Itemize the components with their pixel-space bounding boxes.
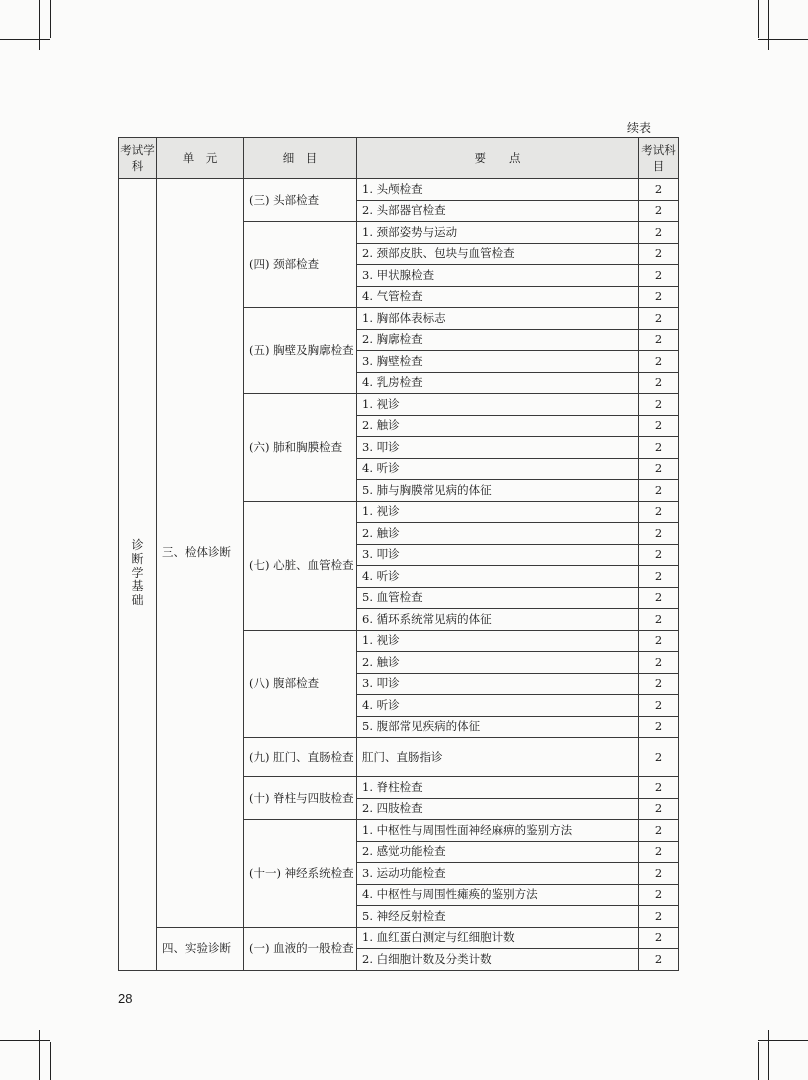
point-cell: 3. 运动功能检查 [357,863,639,885]
point-cell: 4. 听诊 [357,695,639,717]
point-cell: 3. 胸壁检查 [357,351,639,373]
point-cell: 4. 中枢性与周围性瘫痪的鉴别方法 [357,884,639,906]
crop-mark [39,0,40,50]
exam-subject-cell: 2 [639,437,679,459]
item-cell: (五) 胸壁及胸廓检查 [244,308,357,394]
point-cell: 5. 神经反射检查 [357,906,639,928]
exam-subject-cell: 2 [639,884,679,906]
exam-subject-cell: 2 [639,308,679,330]
point-cell: 2. 触诊 [357,523,639,545]
exam-subject-cell: 2 [639,372,679,394]
point-cell: 1. 头颅检查 [357,179,639,201]
point-cell: 2. 胸廓检查 [357,329,639,351]
point-cell: 4. 乳房检查 [357,372,639,394]
point-cell: 1. 视诊 [357,394,639,416]
exam-subject-cell: 2 [639,949,679,971]
crop-mark [768,1030,769,1080]
point-cell: 5. 肺与胸膜常见病的体征 [357,480,639,502]
exam-subject-cell: 2 [639,630,679,652]
item-cell: (四) 颈部检查 [244,222,357,308]
point-cell: 2. 四肢检查 [357,798,639,820]
point-cell: 2. 触诊 [357,652,639,674]
continued-label: 续表 [627,121,652,135]
unit-cell: 四、实验诊断 [157,927,244,970]
point-cell: 6. 循环系统常见病的体征 [357,609,639,631]
point-cell: 2. 颈部皮肤、包块与血管检查 [357,243,639,265]
exam-subject-cell: 2 [639,738,679,777]
crop-mark [0,39,50,40]
exam-subject-cell: 2 [639,286,679,308]
exam-subject-cell: 2 [639,777,679,799]
crop-mark [768,0,769,50]
exam-subject-cell: 2 [639,544,679,566]
item-cell: (六) 肺和胸膜检查 [244,394,357,502]
item-cell: (七) 心脏、血管检查 [244,501,357,630]
item-cell: (三) 头部检查 [244,179,357,222]
exam-subject-cell: 2 [639,863,679,885]
table-row [119,179,679,201]
point-cell: 5. 血管检查 [357,587,639,609]
crop-mark [39,1030,40,1080]
crop-mark [758,39,808,40]
exam-subject-cell: 2 [639,501,679,523]
point-cell: 4. 气管检查 [357,286,639,308]
point-cell: 2. 感觉功能检查 [357,841,639,863]
item-cell: (八) 腹部检查 [244,630,357,738]
exam-subject-cell: 2 [639,243,679,265]
point-cell: 3. 叩诊 [357,673,639,695]
crop-mark [758,1040,808,1041]
exam-subject-cell: 2 [639,716,679,738]
point-cell: 肛门、直肠指诊 [357,738,639,777]
header-subject: 考试学科 [119,138,157,179]
point-cell: 1. 视诊 [357,501,639,523]
exam-subject-cell: 2 [639,841,679,863]
exam-subject-cell: 2 [639,906,679,928]
crop-mark [0,1040,50,1041]
item-cell: (十一) 神经系统检查 [244,820,357,928]
crop-mark [50,1042,51,1080]
exam-subject-cell: 2 [639,695,679,717]
exam-subject-cell: 2 [639,652,679,674]
header-exam: 考试科目 [639,138,679,179]
exam-subject-cell: 2 [639,927,679,949]
point-cell: 1. 中枢性与周围性面神经麻痹的鉴别方法 [357,820,639,842]
unit-cell: 三、检体诊断 [157,179,244,928]
point-cell: 3. 叩诊 [357,544,639,566]
point-cell: 1. 视诊 [357,630,639,652]
exam-subject-cell: 2 [639,587,679,609]
header-points: 要 点 [357,138,639,179]
point-cell: 3. 甲状腺检查 [357,265,639,287]
page-number: 28 [118,991,133,1006]
point-cell: 2. 触诊 [357,415,639,437]
crop-mark [758,0,759,38]
exam-subject-cell: 2 [639,820,679,842]
exam-subject-cell: 2 [639,480,679,502]
point-cell: 4. 听诊 [357,458,639,480]
point-cell: 1. 颈部姿势与运动 [357,222,639,244]
exam-subject-cell: 2 [639,222,679,244]
item-cell: (九) 肛门、直肠检查 [244,738,357,777]
point-cell: 4. 听诊 [357,566,639,588]
subject-cell [119,179,157,971]
exam-subject-cell: 2 [639,329,679,351]
exam-subject-cell: 2 [639,523,679,545]
exam-subject-cell: 2 [639,609,679,631]
exam-subject-cell: 2 [639,265,679,287]
exam-subject-cell: 2 [639,566,679,588]
exam-subject-cell: 2 [639,458,679,480]
header-unit: 单 元 [157,138,244,179]
header-row [119,138,679,179]
crop-mark [758,1042,759,1080]
point-cell: 5. 腹部常见疾病的体征 [357,716,639,738]
header-item: 细 目 [244,138,357,179]
exam-subject-cell: 2 [639,673,679,695]
crop-mark [50,0,51,38]
item-cell: (一) 血液的一般检查 [244,927,357,970]
exam-subject-cell: 2 [639,798,679,820]
point-cell: 3. 叩诊 [357,437,639,459]
point-cell: 2. 白细胞计数及分类计数 [357,949,639,971]
table-row [119,927,679,949]
exam-subject-cell: 2 [639,415,679,437]
point-cell: 1. 胸部体表标志 [357,308,639,330]
exam-subject-cell: 2 [639,200,679,222]
point-cell: 1. 血红蛋白测定与红细胞计数 [357,927,639,949]
point-cell: 2. 头部器官检查 [357,200,639,222]
exam-subject-cell: 2 [639,394,679,416]
syllabus-table [118,137,679,971]
subject-label: 诊断学基础 [131,537,144,608]
point-cell: 1. 脊柱检查 [357,777,639,799]
exam-subject-cell: 2 [639,179,679,201]
exam-subject-cell: 2 [639,351,679,373]
item-cell: (十) 脊柱与四肢检查 [244,777,357,820]
